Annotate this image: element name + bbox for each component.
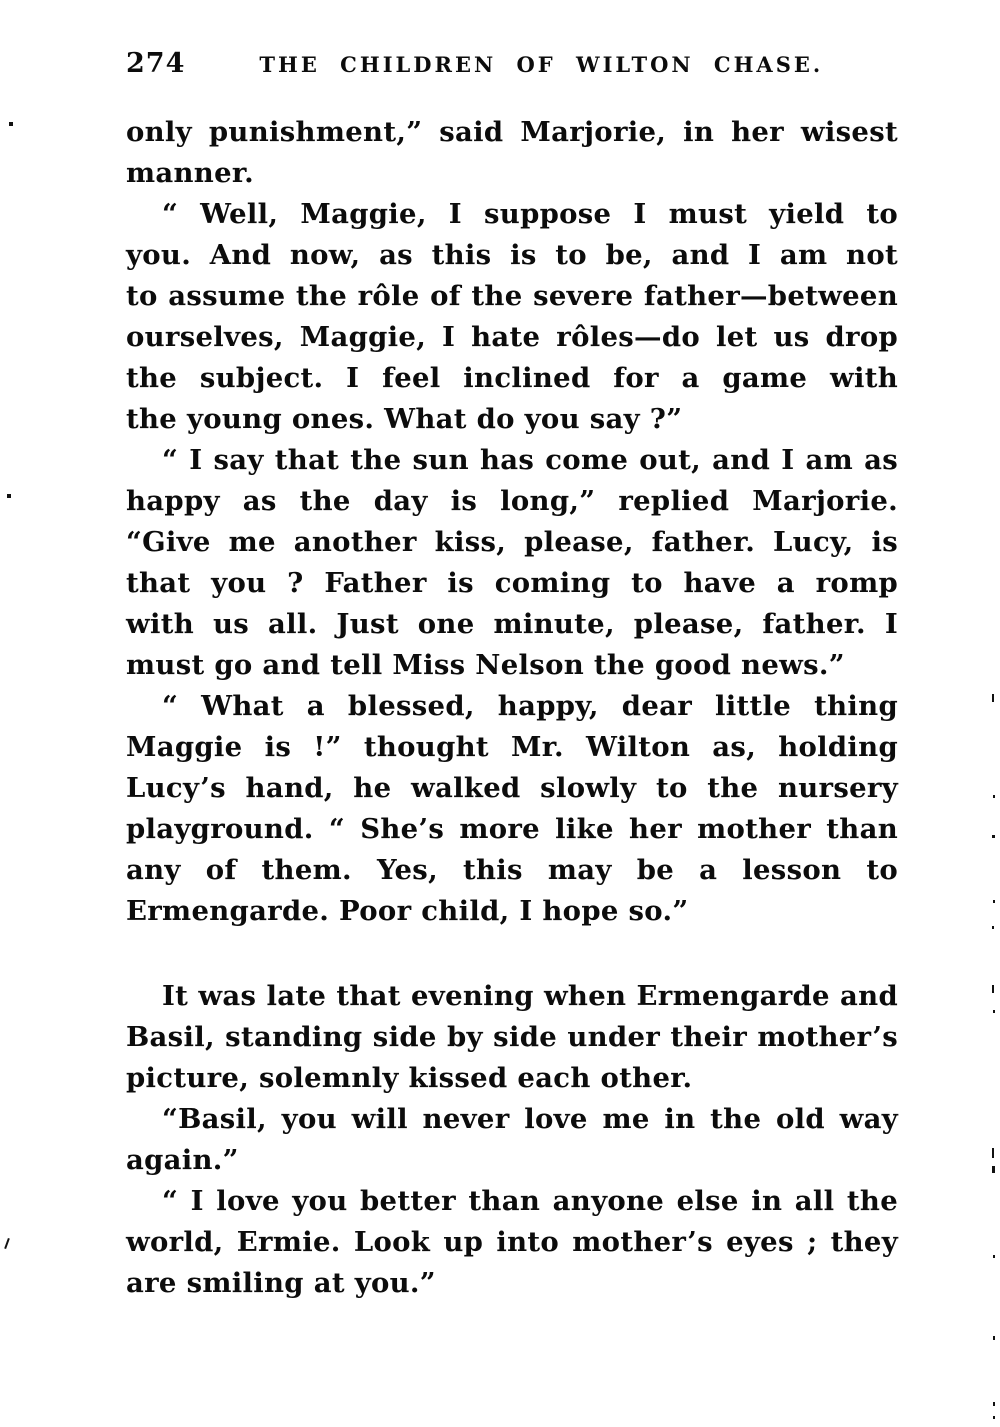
running-header (126, 48, 898, 79)
text-line: playground. “ She’s more like her mother than (126, 813, 898, 845)
text-line: “Give me another kiss, please, father. Lucy, is (126, 526, 898, 558)
text-line: “ I say that the sun has come out, and I am as (162, 444, 898, 476)
scan-speck (993, 1416, 995, 1419)
scan-speck (7, 494, 11, 498)
text-line: only punishment,” said Marjorie, in her wisest (126, 116, 898, 148)
scan-speck (992, 926, 994, 929)
scan-speck (992, 1148, 994, 1158)
scan-speck (992, 694, 994, 702)
text-line: “Basil, you will never love me in the old way (162, 1103, 898, 1135)
text-line: with us all. Just one minute, please, father. I (126, 608, 898, 640)
scan-speck (993, 1010, 995, 1013)
scan-speck (993, 1336, 995, 1340)
text-line: that you ? Father is coming to have a romp (126, 567, 898, 599)
text-line: manner. (126, 157, 255, 189)
paragraph (126, 112, 898, 194)
running-title: THE CHILDREN OF WILTON CHASE. (259, 52, 824, 77)
scan-speck (4, 1238, 10, 1249)
text-line: ourselves, Maggie, I hate rôles—do let us drop (126, 321, 898, 353)
paragraph (126, 976, 898, 1099)
paragraph (126, 440, 898, 686)
scan-speck (993, 900, 995, 903)
text-line: are smiling at you.” (126, 1267, 436, 1299)
text-line: the subject. I feel inclined for a game with (126, 362, 898, 394)
text-line: “ Well, Maggie, I suppose I must yield to (162, 198, 898, 230)
text-line: Lucy’s hand, he walked slowly to the nursery (126, 772, 898, 804)
text-line: picture, solemnly kissed each other. (126, 1062, 693, 1094)
text-line: “ I love you better than anyone else in all the (162, 1185, 898, 1217)
scan-speck (992, 835, 995, 838)
text-line: again.” (126, 1144, 239, 1176)
scan-speck (993, 795, 995, 798)
scan-speck (992, 985, 994, 993)
text-line: Ermengarde. Poor child, I hope so.” (126, 895, 689, 927)
text-line: It was late that evening when Ermengarde and (162, 980, 898, 1012)
scan-speck (993, 1255, 995, 1258)
text-line: you. And now, as this is to be, and I am not (126, 239, 898, 271)
paragraph (126, 686, 898, 932)
text-line: happy as the day is long,” replied Marjorie. (126, 485, 898, 517)
paragraph (126, 194, 898, 440)
text-line: Basil, standing side by side under their mother’s (126, 1021, 898, 1053)
paragraph (126, 1181, 898, 1304)
text-line: world, Ermie. Look up into mother’s eyes ; they (126, 1226, 898, 1258)
text-line: must go and tell Miss Nelson the good news.” (126, 649, 845, 681)
text-line: any of them. Yes, this may be a lesson to (126, 854, 898, 886)
page-number: 274 (126, 48, 186, 79)
text-line: the young ones. What do you say ?” (126, 403, 683, 435)
scan-speck (9, 122, 13, 126)
paragraph (126, 1099, 898, 1181)
text-line: “ What a blessed, happy, dear little thing (162, 690, 898, 722)
text-body (126, 112, 898, 1304)
text-line: to assume the rôle of the severe father—between (126, 280, 898, 312)
scan-speck (993, 1402, 995, 1406)
scan-speck (992, 1166, 995, 1173)
text-line: Maggie is !” thought Mr. Wilton as, holding (126, 731, 898, 763)
